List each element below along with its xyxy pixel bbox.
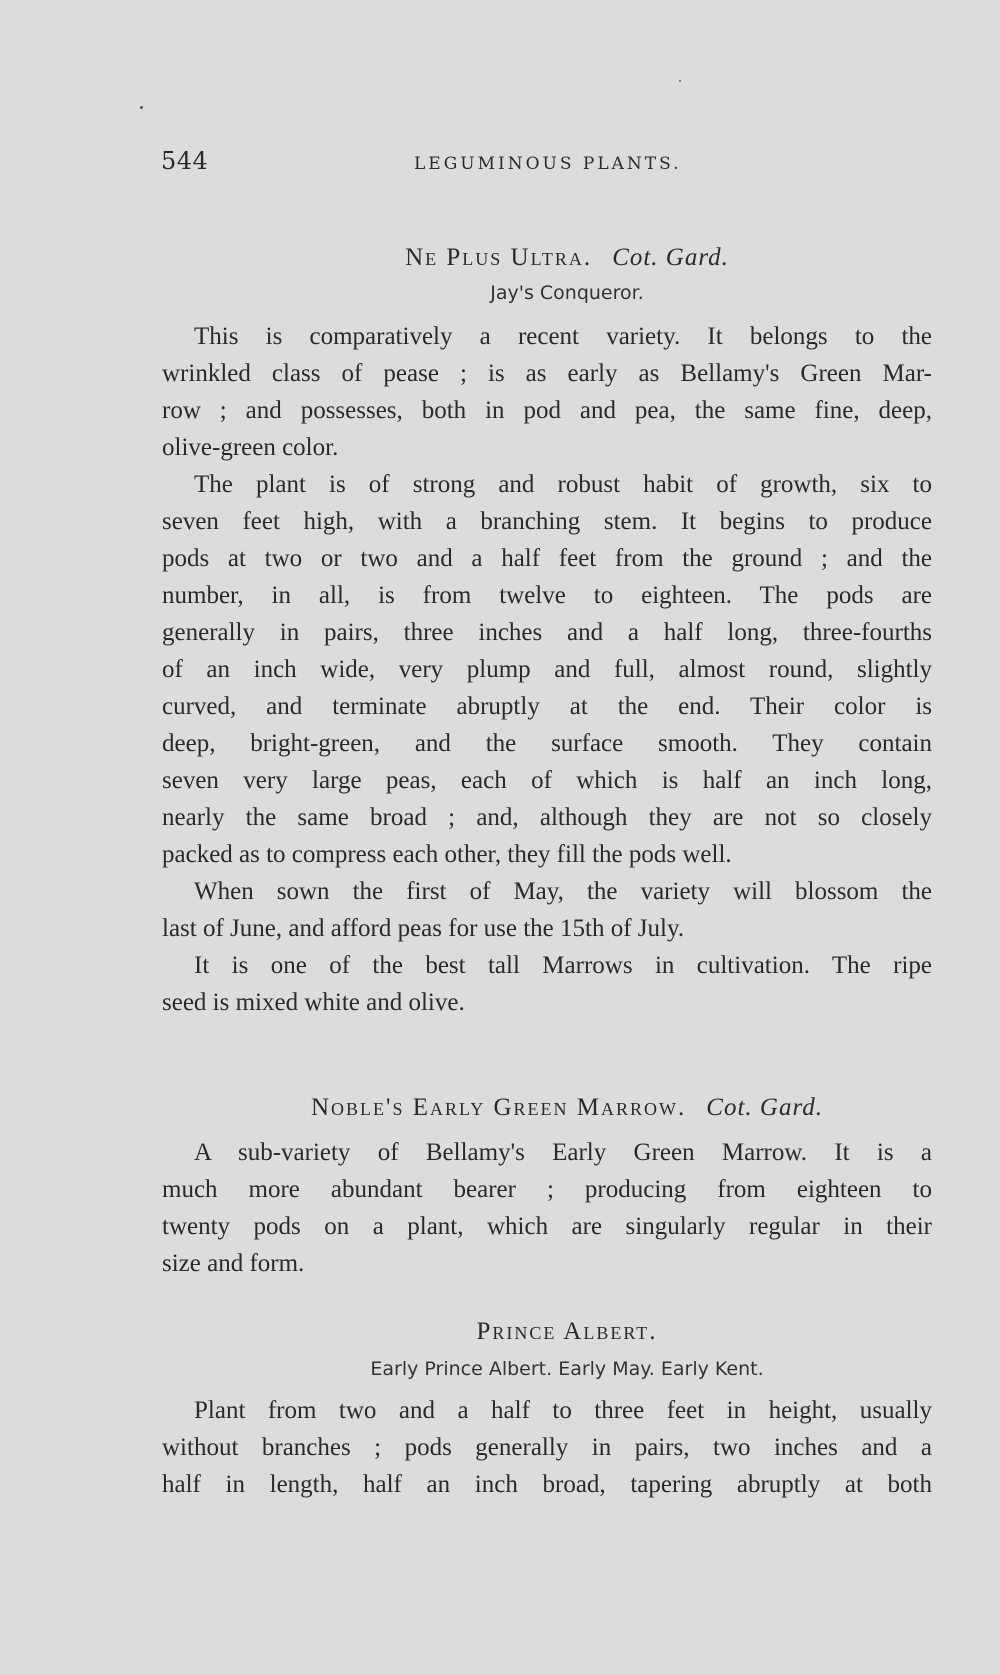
synonyms: Jay's Conqueror. [490, 282, 644, 304]
text-line: curved, and terminate abruptly at the end. Their color is [162, 693, 932, 720]
text-line: Plant from two and a half to three feet in height, usually [194, 1397, 932, 1424]
paragraph [162, 466, 932, 873]
text-line: row ; and possesses, both in pod and pea, the same fine, deep, [162, 397, 932, 424]
synonyms: Early Prince Albert. Early May. Early Kent. [370, 1358, 764, 1380]
text-line: The plant is of strong and robust habit of growth, six to [194, 471, 932, 498]
source-citation: Cot. Gard. [706, 1094, 824, 1121]
text-line: pods at two or two and a half feet from the ground ; and the [162, 545, 932, 572]
source-citation: Cot. Gard. [612, 244, 729, 271]
text-line: much more abundant bearer ; producing from eighteen to [162, 1176, 932, 1203]
paragraph [162, 318, 932, 466]
variety-name: Ne Plus Ultra. [405, 244, 593, 271]
text-line: olive-green color. [162, 434, 339, 461]
text-line: seed is mixed white and olive. [162, 989, 465, 1016]
text-line: nearly the same broad ; and, although they are not so closely [162, 804, 932, 831]
page-number: 544 [161, 147, 209, 175]
text-line: half in length, half an inch broad, tapering abruptly at both [162, 1471, 932, 1498]
variety-name: Prince Albert. [476, 1318, 658, 1345]
paragraph [162, 873, 932, 947]
text-line: without branches ; pods generally in pairs, two inches and a [162, 1434, 932, 1461]
text-line: This is comparatively a recent variety. It belongs to the [194, 323, 932, 350]
speck [679, 80, 681, 82]
section-prince-albert [162, 1318, 932, 1503]
text-line: number, in all, is from twelve to eighteen. The pods are [162, 582, 932, 609]
paragraph [162, 1134, 932, 1282]
text-line: generally in pairs, three inches and a half long, three-fourths [162, 619, 932, 646]
speck [140, 106, 143, 109]
text-line: of an inch wide, very plump and full, almost round, slightly [162, 656, 932, 683]
text-line: seven very large peas, each of which is half an inch long, [162, 767, 932, 794]
running-title: LEGUMINOUS PLANTS. [414, 154, 682, 174]
section-nobles-early-green-marrow [162, 1094, 932, 1282]
text-line: last of June, and afford peas for use the 15th of July. [162, 915, 685, 942]
text-line: seven feet high, with a branching stem. It begins to produce [162, 508, 932, 535]
section-ne-plus-ultra [162, 244, 932, 1021]
text-line: packed as to compress each other, they fill the pods well. [162, 841, 732, 868]
section-title [162, 1318, 932, 1346]
text-line: twenty pods on a plant, which are singularly regular in their [162, 1213, 932, 1240]
text-line: wrinkled class of pease ; is as early as Bellamy's Green Mar- [162, 360, 932, 387]
section-title [162, 1094, 932, 1122]
text-line: It is one of the best tall Marrows in cultivation. The ripe [194, 952, 932, 979]
text-line: When sown the first of May, the variety will blossom the [194, 878, 932, 905]
paragraph [162, 947, 932, 1021]
text-line: A sub-variety of Bellamy's Early Green Marrow. It is a [194, 1139, 932, 1166]
paragraph [162, 1392, 932, 1503]
text-line: size and form. [162, 1250, 305, 1277]
section-title [162, 244, 932, 272]
text-line: deep, bright-green, and the surface smooth. They contain [162, 730, 932, 757]
variety-name: Noble's Early Green Marrow. [310, 1094, 687, 1121]
